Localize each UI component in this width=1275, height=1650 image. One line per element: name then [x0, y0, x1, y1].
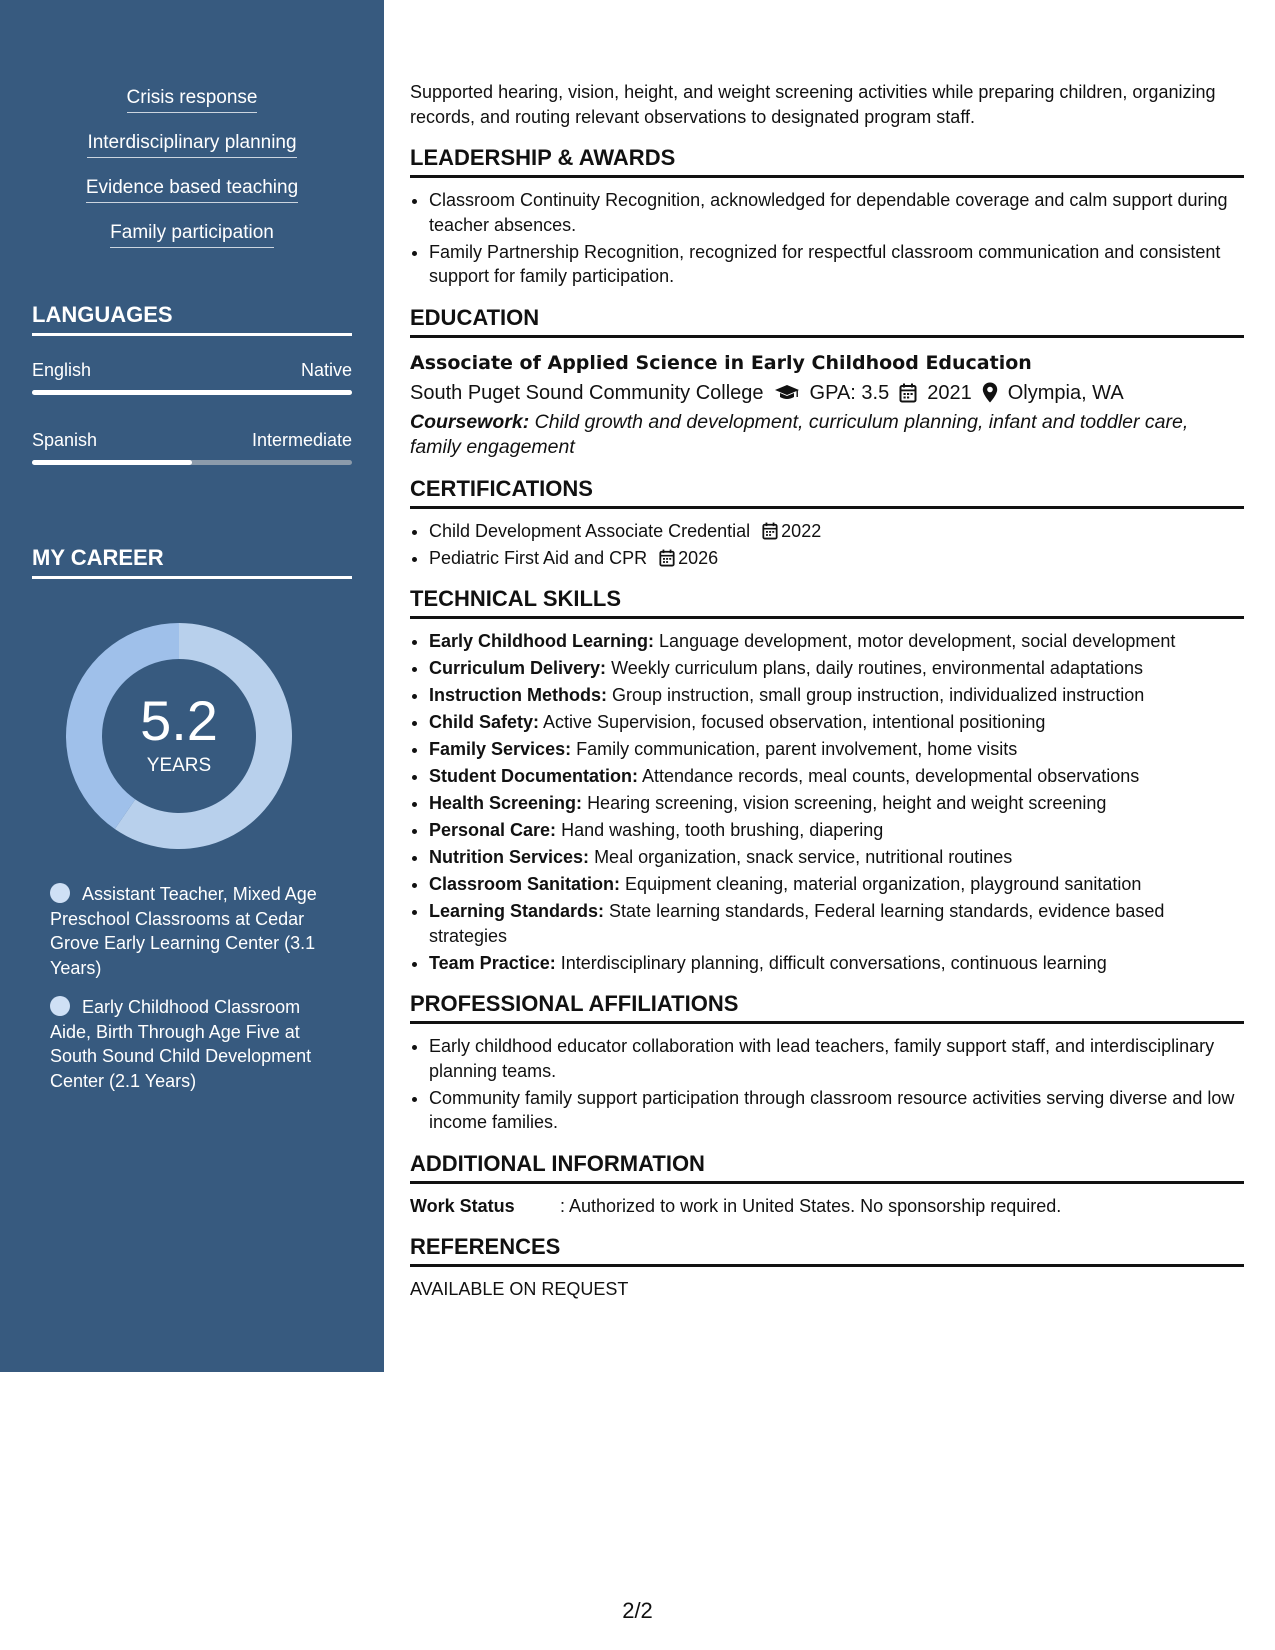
education-degree: Associate of Applied Science in Early Childhood Education: [410, 351, 1032, 374]
languages-heading: LANGUAGES: [32, 302, 352, 336]
language-name: English: [32, 360, 92, 380]
skill-tag: Family participation: [110, 221, 274, 248]
career-dot-icon: [50, 883, 70, 903]
work-status-value: : Authorized to work in United States. No sponsorship required.: [560, 1195, 1062, 1216]
skill-item: [429, 791, 1244, 816]
skill-item: [429, 899, 1244, 948]
career-list: [50, 882, 340, 1108]
skill-label: Nutrition Services:: [429, 847, 590, 867]
certification-name: • Pediatric First Aid and CPR: [429, 547, 648, 568]
skill-text: Group instruction, small group instruction, individualized instruction: [612, 685, 1145, 705]
location-pin-icon: [982, 382, 998, 403]
skill-text: Hand washing, tooth brushing, diapering: [561, 820, 884, 840]
main-content: [410, 80, 1244, 1302]
coursework-text: Child growth and development, curriculum planning, infant and toddler care, family engagement: [410, 410, 1189, 458]
certification-item: [429, 519, 1244, 544]
education-gpa: GPA: 3.5: [809, 381, 890, 404]
intro-paragraph: Supported hearing, vision, height, and weight screening activities while preparing children, organizing records, and routing relevant observations to designated program staff.: [410, 82, 1216, 127]
page-number: 2/2: [622, 1598, 653, 1623]
list-item: • Early childhood educator collaboration with lead teachers, family support staff, and interdisciplinary planning teams.: [429, 1034, 1244, 1083]
skill-item: [429, 818, 1244, 843]
education-location: Olympia, WA: [1007, 381, 1124, 404]
calendar-icon: [899, 383, 917, 403]
language-level: Native: [300, 360, 352, 380]
skill-text: Family communication, parent involvement, home visits: [576, 739, 1018, 759]
certification-year: 2022: [781, 520, 822, 541]
skill-label: Curriculum Delivery:: [429, 658, 607, 678]
coursework: [410, 410, 1244, 460]
skill-text: Weekly curriculum plans, daily routines, environmental adaptations: [611, 658, 1144, 678]
list-item: • Classroom Continuity Recognition, acknowledged for dependable coverage and calm support during teacher absences.: [429, 188, 1244, 237]
skill-tag: Crisis response: [127, 86, 258, 113]
sidebar: [0, 0, 384, 1372]
certifications-heading: CERTIFICATIONS: [410, 476, 1244, 509]
skill-text: Equipment cleaning, material organization, playground sanitation: [625, 874, 1142, 894]
skill-tag: Interdisciplinary planning: [87, 131, 296, 158]
calendar-icon: [762, 522, 778, 540]
skill-tags: [0, 86, 384, 266]
education-heading: EDUCATION: [410, 305, 1244, 338]
leadership-list: [410, 188, 1244, 289]
skill-label: Student Documentation:: [429, 766, 638, 786]
skill-label: Family Services:: [429, 739, 572, 759]
education-school: South Puget Sound Community College: [410, 381, 764, 404]
technical-skills-list: [410, 629, 1244, 975]
certification-item: [429, 546, 1244, 571]
language-bar: [32, 460, 352, 465]
skill-item: [429, 683, 1244, 708]
language-bar: [32, 390, 352, 395]
education-details: [410, 378, 1244, 408]
career-item: [50, 882, 340, 980]
skill-text: Interdisciplinary planning, difficult conversations, continuous learning: [560, 952, 1107, 973]
skill-text: State learning standards, Federal learning standards, evidence based strategies: [429, 901, 1165, 946]
skill-label: Team Practice:: [429, 952, 556, 973]
skill-label: Classroom Sanitation:: [429, 874, 621, 894]
skill-label: Early Childhood Learning:: [429, 631, 655, 651]
career-total-value: 5.2: [140, 689, 218, 752]
coursework-label: Coursework:: [410, 410, 530, 433]
additional-info-heading: ADDITIONAL INFORMATION: [410, 1151, 1244, 1184]
references-heading: REFERENCES: [410, 1234, 1244, 1267]
career-item: [50, 995, 340, 1093]
leadership-heading: LEADERSHIP & AWARDS: [410, 145, 1244, 178]
language-bar-fill: [32, 390, 352, 395]
career-donut-chart: [66, 623, 292, 849]
career-item-text: Assistant Teacher, Mixed Age Preschool Classrooms at Cedar Grove Early Learning Center (3.1 Years): [50, 884, 317, 978]
certifications-list: [410, 519, 1244, 571]
language-spanish: [32, 429, 352, 465]
career-total-unit: YEARS: [146, 755, 212, 776]
skill-item: [429, 872, 1244, 897]
skill-text: Attendance records, meal counts, developmental observations: [642, 766, 1140, 786]
skill-label: Child Safety:: [429, 712, 540, 732]
certification-year: 2026: [678, 547, 719, 568]
graduation-cap-icon: [774, 384, 800, 402]
skill-item: [429, 737, 1244, 762]
certification-name: • Child Development Associate Credential: [429, 520, 751, 541]
language-english: [32, 359, 352, 395]
skill-tag: Evidence based teaching: [86, 176, 298, 203]
career-heading: MY CAREER: [32, 545, 352, 579]
work-status: [410, 1194, 1244, 1219]
skill-label: Learning Standards:: [429, 901, 605, 921]
skill-item: [429, 629, 1244, 654]
references-text: AVAILABLE ON REQUEST: [410, 1279, 629, 1299]
skill-text: Meal organization, snack service, nutritional routines: [594, 847, 1013, 867]
education-year: 2021: [927, 381, 972, 404]
career-dot-icon: [50, 996, 70, 1016]
language-name: Spanish: [32, 430, 98, 450]
language-bar-fill: [32, 460, 192, 465]
affiliations-list: [410, 1034, 1244, 1135]
work-status-label: Work Status: [410, 1195, 515, 1216]
skill-text: Active Supervision, focused observation, intentional positioning: [543, 712, 1046, 732]
calendar-icon: [659, 549, 675, 567]
career-item-text: Early Childhood Classroom Aide, Birth Through Age Five at South Sound Child Development Center (2.1 Years): [50, 997, 312, 1091]
skill-item: [429, 656, 1244, 681]
skill-item: [429, 764, 1244, 789]
skill-item: [429, 845, 1244, 870]
skill-label: Health Screening:: [429, 793, 583, 813]
list-item: • Family Partnership Recognition, recognized for respectful classroom communication and consistent support for family participation.: [429, 240, 1244, 289]
skill-text: Language development, motor development, social development: [659, 631, 1176, 651]
skill-text: Hearing screening, vision screening, height and weight screening: [587, 793, 1107, 813]
skill-label: Personal Care:: [429, 820, 557, 840]
skill-label: Instruction Methods:: [429, 685, 607, 705]
affiliations-heading: PROFESSIONAL AFFILIATIONS: [410, 991, 1244, 1024]
skill-item: [429, 710, 1244, 735]
technical-skills-heading: TECHNICAL SKILLS: [410, 586, 1244, 619]
language-level: Intermediate: [251, 430, 352, 450]
skill-item: [429, 951, 1244, 976]
list-item: • Community family support participation through classroom resource activities serving diverse and low income families.: [429, 1086, 1244, 1135]
